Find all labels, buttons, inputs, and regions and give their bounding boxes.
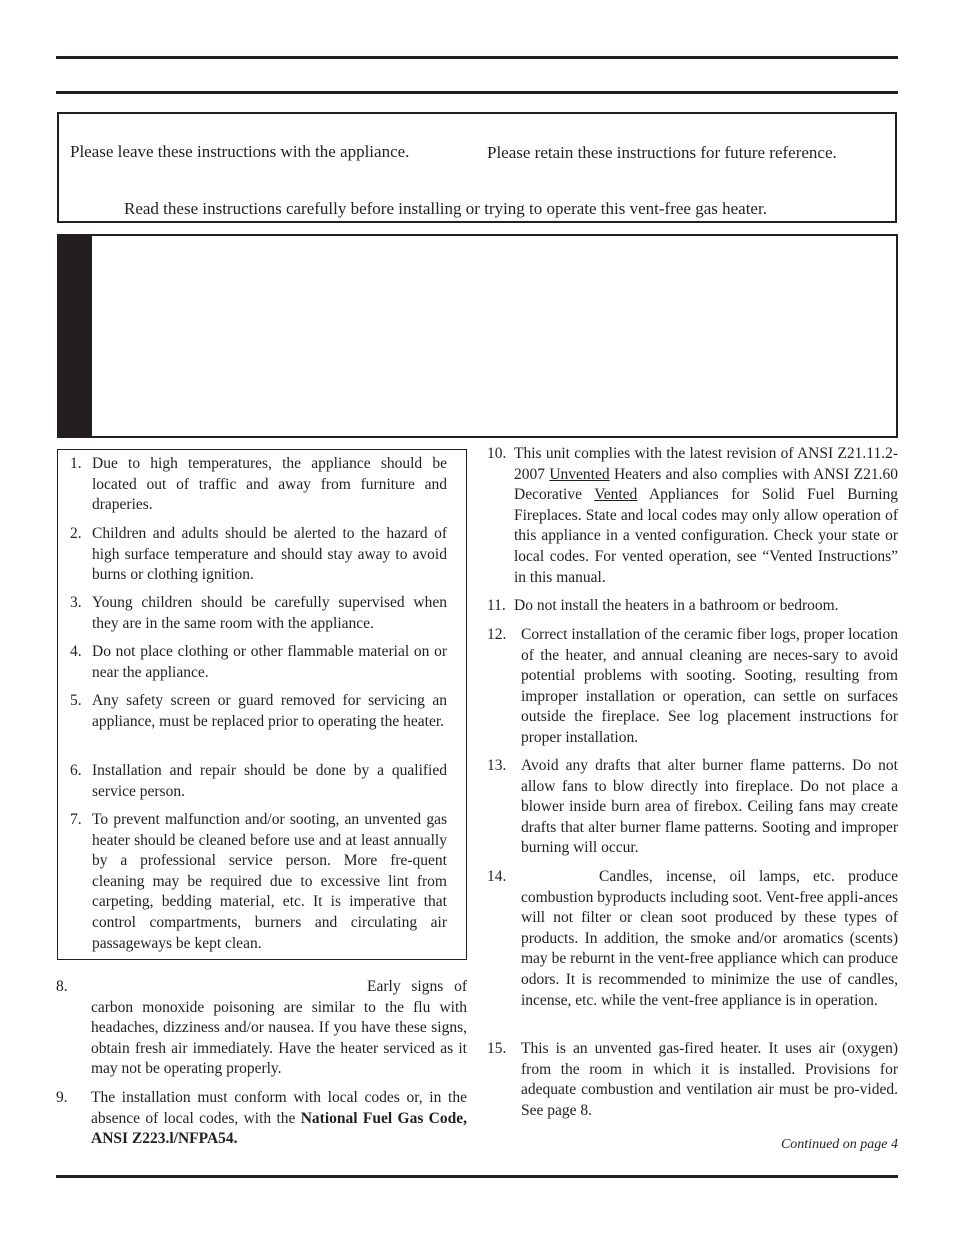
- list-item: 3. Young children should be carefully supervised when they are in the same room with the appliance.: [70, 594, 447, 632]
- list-item: 11. Do not install the heaters in a bathroom or bedroom.: [487, 597, 839, 614]
- list-item: 7. To prevent malfunction and/or sooting, an unvented gas heater should be cleaned before use and at least annually by a professional service person. More fre-quent cleaning may be required due to excessive lint from carpeting, bedding material, etc. It is imperative that control compartments, burners and circulating air passageways be kept clean.: [70, 811, 447, 952]
- bottom-rule: [56, 1175, 898, 1178]
- list-item: 2. Children and adults should be alerted to the hazard of high surface temperature and should stay away to avoid burns or clothing ignition.: [70, 525, 447, 584]
- list-item: 6. Installation and repair should be done by a qualified service person.: [70, 762, 447, 800]
- list-item-co-warning: 8. Early signs of carbon monoxide poisoning are similar to the flu with headaches, dizziness and/or nausea. If you have these signs, obtain fresh air immediately. Have the heater serviced as it may not be operating properly.: [56, 978, 467, 1078]
- instructions-notice-box: [57, 112, 897, 223]
- vented-term: Vented: [594, 486, 638, 504]
- fuel-gas-code: National Fuel Gas Code, ANSI Z223.l/NFPA54.: [91, 1109, 467, 1148]
- list-item: 13. Avoid any drafts that alter burner flame patterns. Do not allow fans to blow directly into fireplace. Do not place a blower inside burn area of firebox. Ceiling fans may create drafts that alter burner flame patterns. Sooting and improper burning will occur.: [487, 757, 898, 857]
- list-item: 4. Do not place clothing or other flammable material on or near the appliance.: [70, 643, 447, 681]
- second-rule: [56, 91, 898, 94]
- warning-box: [57, 234, 898, 438]
- continued-note: Continued on page 4: [780, 1137, 898, 1152]
- leave-instructions-note: Please leave these instructions with the appliance.: [70, 142, 410, 161]
- list-item-codes: 9. The installation must conform with local codes or, in the absence of local codes, with the National Fuel Gas Code, ANSI Z223.l/NFPA54.: [56, 1089, 467, 1148]
- list-item: 14. Candles, incense, oil lamps, etc. produce combustion byproducts including soot. Vent-free appli-ances will not filter or clean soot produced by these types of products. In addition, the smoke and/or aromatics (scents) may be reburnt in the vent-free appliance which can produce odors. It is recommended to minimize the use of candles, incense, etc. while the vent-free appliance is in operation.: [487, 868, 898, 1009]
- top-rule: [56, 56, 898, 59]
- list-item: 12. Correct installation of the ceramic fiber logs, proper location of the heater, and annual cleaning are neces-sary to avoid potential problems with sooting. Sooting, resulting from improper installation or operation, can settle on surfaces outside the fireplace. See log placement instructions for proper installation.: [487, 626, 898, 746]
- list-item: 1. Due to high temperatures, the appliance should be located out of traffic and away from furniture and draperies.: [70, 455, 447, 514]
- retain-instructions-note: Please retain these instructions for future reference.: [487, 143, 837, 162]
- list-item-ansi: 10. This unit complies with the latest revision of ANSI Z21.11.2-2007 Unvented Heaters and also complies with ANSI Z21.60 Decorative Vented Appliances for Solid Fuel Burning Fireplaces. State and local codes may only allow operation of this appliance in a vented configuration. Check your state or local codes. For vented operation, see “Vented Instructions” in this manual.: [487, 445, 898, 586]
- unvented-term: Unvented: [549, 465, 610, 483]
- list-item: 5. Any safety screen or guard removed for servicing an appliance, must be replaced prior to operating the heater.: [70, 692, 447, 730]
- warning-sidebar: [59, 236, 92, 436]
- list-item: 15. This is an unvented gas-fired heater. It uses air (oxygen) from the room in which it is installed. Provisions for adequate combustion and ventilation air must be pro-vided. See page 8.: [487, 1040, 898, 1119]
- read-instructions-note: Read these instructions carefully before installing or trying to operate this vent-free gas heater.: [124, 199, 767, 218]
